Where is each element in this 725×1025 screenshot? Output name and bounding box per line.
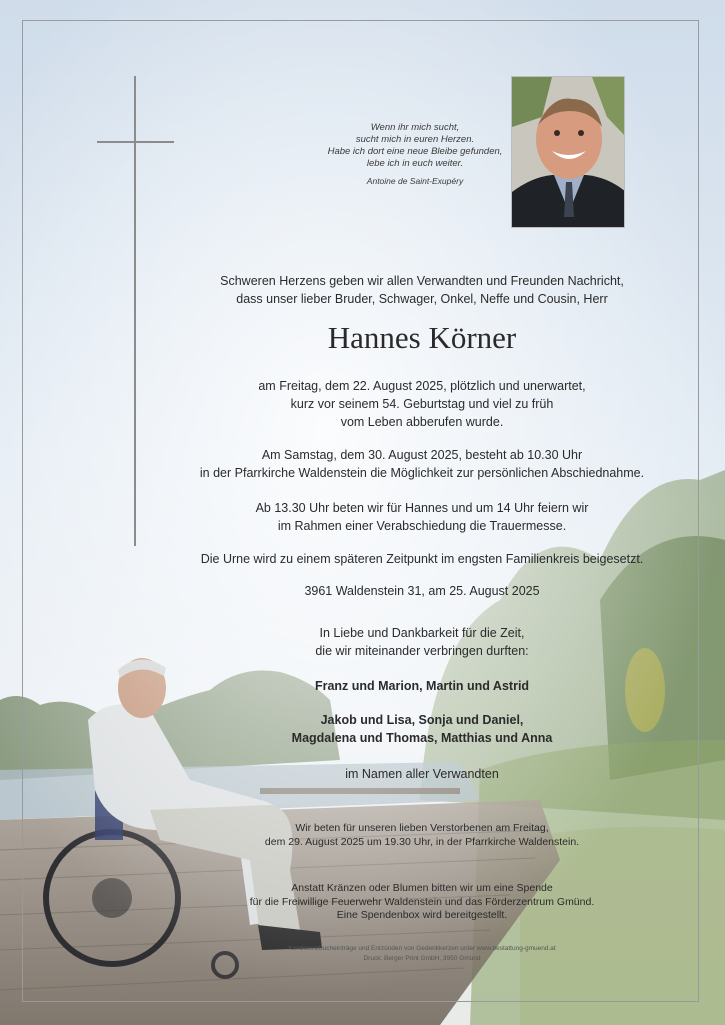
mass-line: Wir beten für unseren lieben Verstorbenen am Freitag, [295,822,549,834]
intro-text [140,272,704,308]
love-line: die wir miteinander verbringen durften: [315,644,529,658]
love-gratitude [140,624,704,660]
love-line: In Liebe und Dankbarkeit für die Zeit, [319,626,525,640]
donation-line: für die Freiwillige Feuerwehr Waldenstein und das Förderzentrum Gmünd. [249,895,595,908]
relatives-note: im Namen aller Verwandten [345,767,499,781]
cross-horizontal-bar [97,141,174,143]
footer-credits [140,944,704,963]
quote-author: Antoine de Saint-Exupéry [366,176,464,186]
farewell-line: in der Pfarrkirche Waldenstein die Möglichkeit zur persönlichen Abschiednahme. [199,466,645,480]
prayer-line: Ab 13.30 Uhr beten wir für Hannes und um 14 Uhr feiern wir [255,501,589,515]
place-date: 3961 Waldenstein 31, am 25. August 2025 [304,584,540,598]
prayer-info [140,499,704,535]
portrait-photo [511,76,625,228]
mass-info [140,822,704,849]
family-line: Magdalena und Thomas, Matthias und Anna [291,731,553,745]
donation-line: Anstatt Kränzen oder Blumen bitten wir um eine Spende [291,882,553,894]
family-line: Jakob und Lisa, Sonja und Daniel, [320,713,524,727]
intro-line: dass unser lieber Bruder, Schwager, Onkel, Neffe und Cousin, Herr [236,292,608,306]
memorial-quote [290,122,540,187]
prayer-line: im Rahmen einer Verabschiedung die Trauermesse. [277,519,567,533]
footer-line: Druck: Berger Print GmbH, 3950 Gmünd [363,954,481,962]
mass-line: dem 29. August 2025 um 19.30 Uhr, in der Pfarrkirche Waldenstein. [264,835,580,848]
urn-info: Die Urne wird zu einem späteren Zeitpunkt im engsten Familienkreis beigesetzt. [200,552,644,566]
intro-line: Schweren Herzens geben wir allen Verwandten und Freunden Nachricht, [220,274,624,288]
quote-line: Habe ich dort eine neue Bleibe gefunden, [327,146,503,157]
farewell-line: Am Samstag, dem 30. August 2025, besteht ab 10.30 Uhr [261,448,583,462]
quote-line: sucht mich in euren Herzen. [355,134,475,145]
cross-vertical-bar [134,76,136,546]
death-notice [140,377,704,431]
death-line: am Freitag, dem 22. August 2025, plötzlich und unerwartet, [258,379,586,393]
death-line: kurz vor seinem 54. Geburtstag und viel zu früh [290,397,554,411]
death-line: vom Leben abberufen wurde. [340,415,504,429]
family-names-1: Franz und Marion, Martin und Astrid [314,679,530,693]
donation-info [140,882,704,923]
family-names-2 [140,711,704,747]
footer-line: Kondolenzbucheinträge und Entzünden von Gedenkkerzen unter www.bestattung-gmuend.at [288,945,556,952]
deceased-name: Hannes Körner [327,320,517,355]
quote-line: lebe ich in euch weiter. [366,158,464,169]
donation-line: Eine Spendenbox wird bereitgestellt. [336,909,508,921]
quote-line: Wenn ihr mich sucht, [370,122,460,133]
farewell-info [140,446,704,482]
